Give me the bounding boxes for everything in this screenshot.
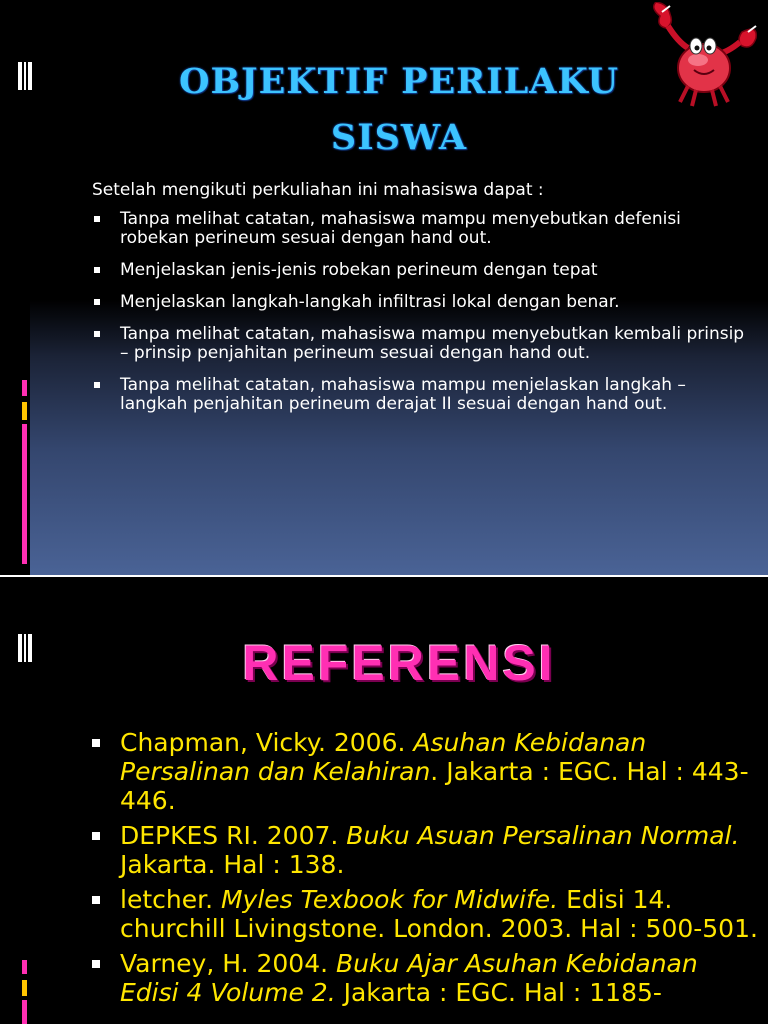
side-accent-line	[22, 1000, 27, 1024]
reference-title: Myles Texbook for Midwife.	[220, 885, 559, 914]
list-item	[92, 376, 752, 414]
reference-post: Jakarta. Hal : 138.	[120, 850, 345, 879]
objective-list	[92, 210, 752, 427]
slide-separator	[0, 575, 768, 577]
bullet-square-icon	[92, 739, 100, 747]
list-item-text: Menjelaskan langkah-langkah infiltrasi lokal dengan benar.	[120, 292, 620, 312]
bullet-square-icon	[94, 299, 100, 305]
intro-text: Setelah mengikuti perkuliahan ini mahasiswa dapat :	[92, 180, 544, 200]
bullet-square-icon	[92, 960, 100, 968]
reference-item	[88, 885, 760, 943]
list-item	[92, 325, 752, 363]
side-bars-icon	[18, 62, 32, 90]
list-item	[92, 210, 752, 248]
bullet-square-icon	[92, 832, 100, 840]
list-item-text: Tanpa melihat catatan, mahasiswa mampu menjelaskan langkah – langkah penjahitan perineum derajat II sesuai dengan hand out.	[120, 375, 686, 414]
side-bars-icon	[18, 634, 32, 662]
list-item	[92, 293, 752, 312]
side-accent-line	[22, 402, 27, 420]
reference-post: Edisi 14. churchill Livingstone. London. 2003. Hal : 500-501.	[120, 885, 758, 943]
side-accent-line	[22, 380, 27, 396]
reference-pre: letcher.	[120, 885, 221, 914]
reference-pre: Varney, H. 2004.	[120, 949, 337, 978]
list-item-text: Menjelaskan jenis-jenis robekan perineum dengan tepat	[120, 260, 598, 280]
bullet-square-icon	[94, 331, 100, 337]
slide-references	[30, 576, 768, 1024]
cartoon-crab-icon	[648, 2, 760, 110]
slide-objectives	[30, 0, 768, 576]
reference-post: . Jakarta : EGC. Hal : 443- 446.	[120, 757, 749, 815]
slide-title-line2: SISWA	[330, 117, 468, 158]
reference-item	[88, 728, 760, 815]
bullet-square-icon	[94, 267, 100, 273]
reference-pre: Chapman, Vicky. 2006.	[120, 728, 414, 757]
list-item-text: Tanpa melihat catatan, mahasiswa mampu menyebutkan kembali prinsip – prinsip penjahitan perineum sesuai dengan hand out.	[120, 324, 745, 363]
reference-list	[88, 728, 760, 1013]
reference-item	[88, 821, 760, 879]
list-item-text: Tanpa melihat catatan, mahasiswa mampu menyebutkan defenisi robekan perineum sesuai dengan hand out.	[120, 209, 681, 248]
bullet-square-icon	[94, 382, 100, 388]
slide-title-line1: OBJEKTIF PERILAKU	[178, 61, 620, 102]
bullet-square-icon	[94, 216, 100, 222]
reference-title: Buku Ajar Asuhan Kebidanan Edisi 4 Volume 2.	[120, 949, 698, 1007]
reference-title: Buku Asuan Persalinan Normal.	[346, 821, 740, 850]
side-accent-line	[22, 980, 27, 996]
side-accent-line	[22, 960, 27, 974]
bullet-square-icon	[92, 896, 100, 904]
slide-title: REFERENSI	[242, 635, 556, 691]
side-accent-line	[22, 424, 27, 564]
reference-pre: DEPKES RI. 2007.	[120, 821, 347, 850]
reference-item	[88, 949, 760, 1007]
reference-title: Asuhan Kebidanan Persalinan dan Kelahiran	[120, 728, 647, 786]
list-item	[92, 261, 752, 280]
reference-post: Jakarta : EGC. Hal : 1185-	[335, 978, 662, 1007]
